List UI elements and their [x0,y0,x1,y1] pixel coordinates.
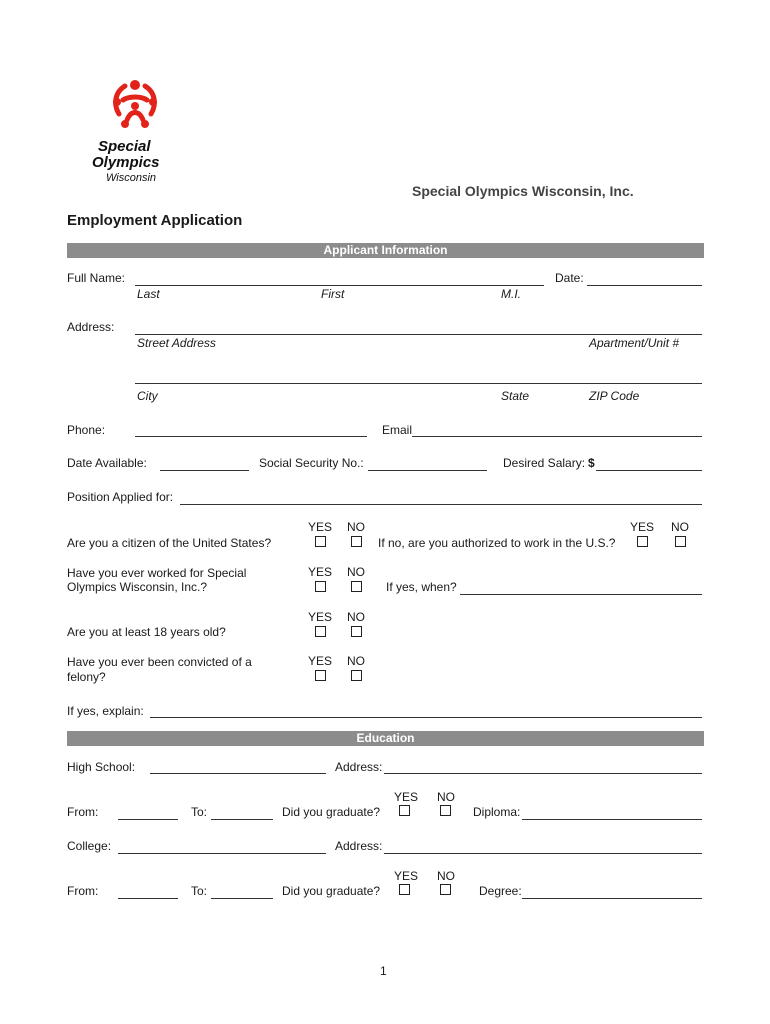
address-label: Address: [67,320,115,334]
degree-field[interactable] [522,898,702,899]
ssn-label: Social Security No.: [259,456,364,470]
college-label: College: [67,839,112,853]
position-applied-label: Position Applied for: [67,490,174,504]
high-school-graduate-question: Did you graduate? [282,805,381,819]
street-address-label: Street Address [137,336,216,350]
college-no-checkbox[interactable] [440,884,451,895]
email-field[interactable] [412,436,702,437]
full-name-label: Full Name: [67,271,126,285]
desired-salary-field[interactable] [596,470,702,471]
age-yes-checkbox[interactable] [315,626,326,637]
worked-no-checkbox[interactable] [351,581,362,592]
state-label: State [501,389,530,403]
high-school-field[interactable] [150,773,326,774]
logo [90,76,185,188]
special-olympics-emblem-icon [105,76,165,136]
section-education: Education [67,731,704,746]
authorized-yes-checkbox[interactable] [637,536,648,547]
city-label: City [137,389,158,403]
citizen-yes-label: YES [308,520,333,534]
felony-question-line1: Have you ever been convicted of a [67,655,252,669]
citizen-question: Are you a citizen of the United States? [67,536,272,550]
city-state-zip-field[interactable] [135,383,702,384]
form-title: Employment Application [67,212,243,229]
college-yes-checkbox[interactable] [399,884,410,895]
high-school-no-checkbox[interactable] [440,805,451,816]
worked-no-label: NO [347,565,365,579]
worked-when-label: If yes, when? [386,580,457,594]
logo-line-wisconsin: Wisconsin [106,172,157,184]
college-no-label: NO [437,869,455,883]
date-available-field[interactable] [160,470,249,471]
age-question: Are you at least 18 years old? [67,625,226,639]
age-no-label: NO [347,610,365,624]
explain-label: If yes, explain: [67,704,144,718]
org-name: Special Olympics Wisconsin, Inc. [412,183,634,199]
logo-line-olympics: Olympics [92,154,160,171]
high-school-to-field[interactable] [211,819,273,820]
high-school-yes-label: YES [394,790,419,804]
college-from-field[interactable] [118,898,178,899]
authorized-question: If no, are you authorized to work in the U.S.? [378,536,616,550]
college-address-field[interactable] [384,853,702,854]
authorized-no-checkbox[interactable] [675,536,686,547]
mi-label: M.I. [501,287,521,301]
first-label: First [321,287,345,301]
apartment-unit-label: Apartment/Unit # [589,336,680,350]
section-applicant-information: Applicant Information [67,243,704,258]
last-label: Last [137,287,160,301]
citizen-no-checkbox[interactable] [351,536,362,547]
street-address-field[interactable] [135,334,702,335]
phone-field[interactable] [135,436,367,437]
felony-no-label: NO [347,654,365,668]
high-school-from-label: From: [67,805,99,819]
felony-no-checkbox[interactable] [351,670,362,681]
college-field[interactable] [118,853,326,854]
high-school-from-field[interactable] [118,819,178,820]
desired-salary-label: Desired Salary: [503,456,586,470]
logo-line-special: Special [98,138,151,155]
age-yes-label: YES [308,610,333,624]
ssn-field[interactable] [368,470,487,471]
date-field[interactable] [587,285,702,286]
salary-currency-prefix: $ [588,456,595,470]
high-school-to-label: To: [191,805,208,819]
high-school-no-label: NO [437,790,455,804]
explain-field[interactable] [150,717,702,718]
high-school-yes-checkbox[interactable] [399,805,410,816]
college-yes-label: YES [394,869,419,883]
citizen-yes-checkbox[interactable] [315,536,326,547]
felony-question-line2: felony? [67,670,106,684]
high-school-label: High School: [67,760,136,774]
worked-when-field[interactable] [460,594,702,595]
worked-before-question-line2: Olympics Wisconsin, Inc.? [67,580,208,594]
diploma-label: Diploma: [473,805,521,819]
page-number: 1 [380,964,387,978]
phone-label: Phone: [67,423,106,437]
degree-label: Degree: [479,884,522,898]
high-school-address-label: Address: [335,760,383,774]
position-applied-field[interactable] [180,504,702,505]
college-address-label: Address: [335,839,383,853]
felony-yes-label: YES [308,654,333,668]
college-from-label: From: [67,884,99,898]
worked-yes-label: YES [308,565,333,579]
college-to-label: To: [191,884,208,898]
worked-yes-checkbox[interactable] [315,581,326,592]
citizen-no-label: NO [347,520,365,534]
high-school-address-field[interactable] [384,773,702,774]
college-graduate-question: Did you graduate? [282,884,381,898]
date-available-label: Date Available: [67,456,147,470]
college-to-field[interactable] [211,898,273,899]
email-label: Email [382,423,413,437]
zip-code-label: ZIP Code [589,389,640,403]
felony-yes-checkbox[interactable] [315,670,326,681]
worked-before-question-line1: Have you ever worked for Special [67,566,247,580]
authorized-no-label: NO [671,520,689,534]
full-name-field[interactable] [135,285,544,286]
authorized-yes-label: YES [630,520,655,534]
age-no-checkbox[interactable] [351,626,362,637]
date-label: Date: [555,271,584,285]
diploma-field[interactable] [522,819,702,820]
